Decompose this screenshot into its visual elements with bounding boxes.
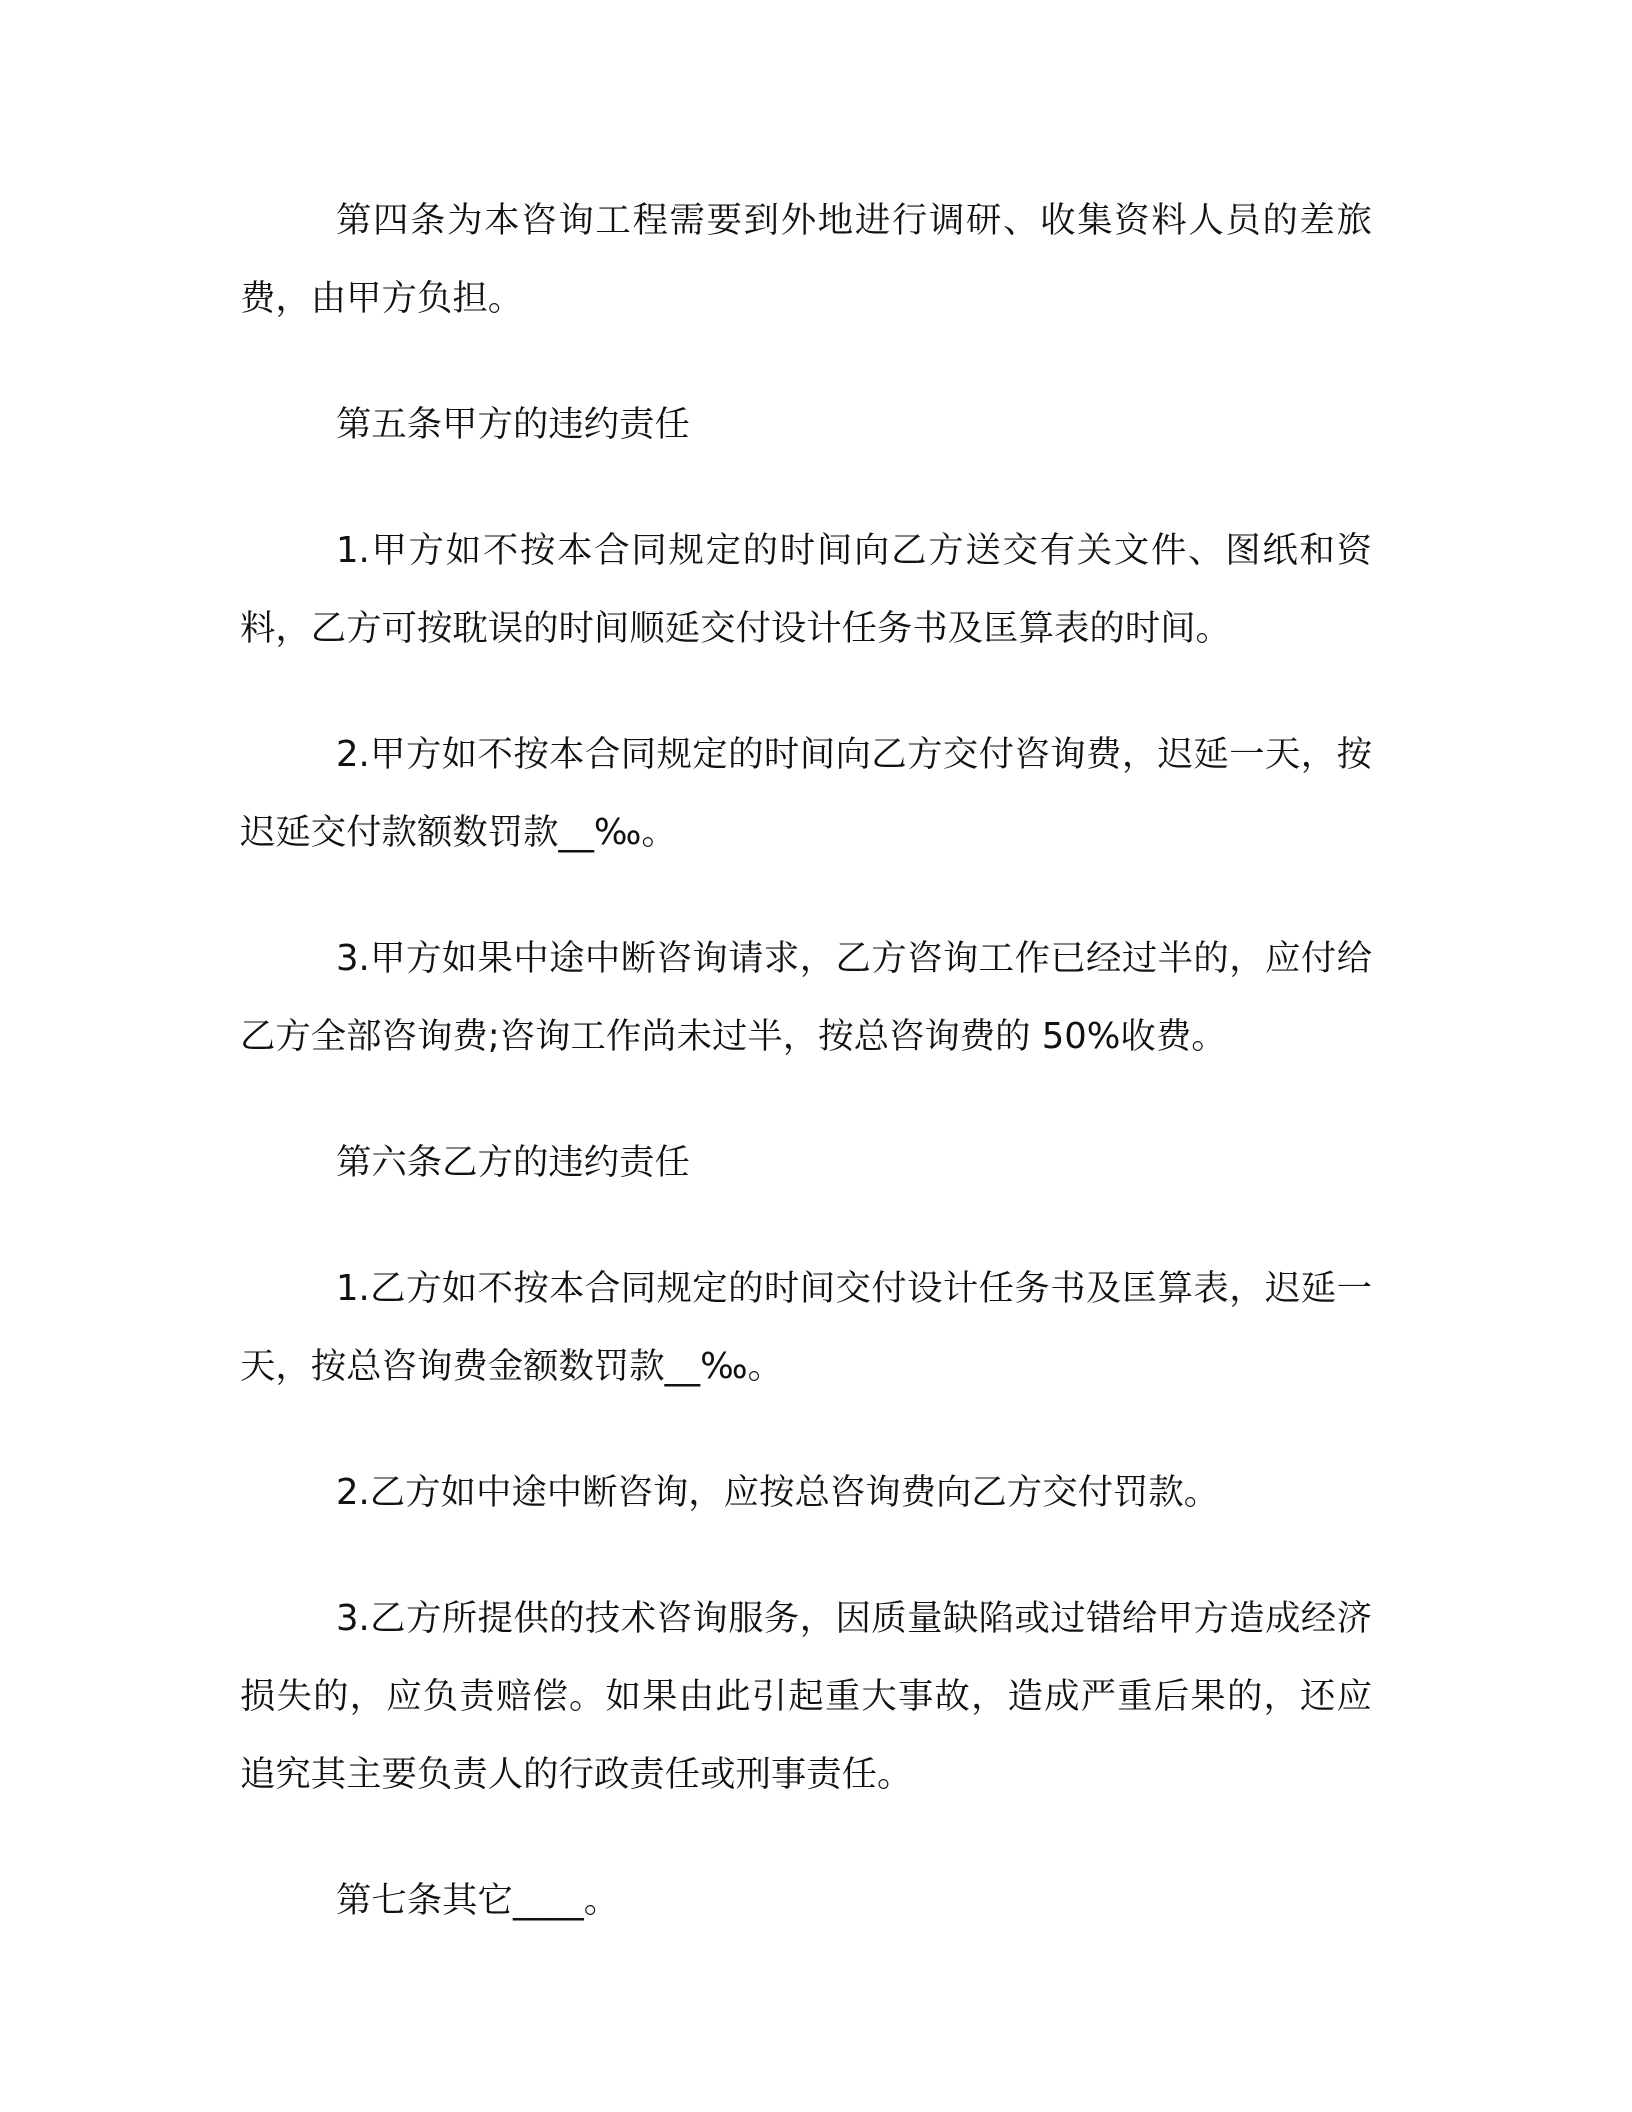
article-6-clause-1: 1.乙方如不按本合同规定的时间交付设计任务书及匡算表，迟延一天，按总咨询费金额数罚款__‰。 xyxy=(240,1268,1372,1387)
article-6-heading: 第六条乙方的违约责任 xyxy=(336,1142,690,1183)
article-5-clause-1: 1.甲方如不按本合同规定的时间向乙方送交有关文件、图纸和资料，乙方可按耽误的时间顺延交付设计任务书及匡算表的时间。 xyxy=(240,530,1372,649)
article-4-travel-expenses: 第四条为本咨询工程需要到外地进行调研、收集资料人员的差旅费，由甲方负担。 xyxy=(240,200,1372,319)
article-6-clause-3: 3.乙方所提供的技术咨询服务，因质量缺陷或过错给甲方造成经济损失的，应负责赔偿。如果由此引起重大事故，造成严重后果的，还应追究其主要负责人的行政责任或刑事责任。 xyxy=(240,1598,1372,1795)
article-5-clause-3: 3.甲方如果中途中断咨询请求，乙方咨询工作已经过半的，应付给乙方全部咨询费;咨询工作尚未过半，按总咨询费的 50%收费。 xyxy=(240,938,1372,1057)
article-7-other: 第七条其它____。 xyxy=(336,1880,620,1921)
article-6-clause-2: 2.乙方如中途中断咨询，应按总咨询费向乙方交付罚款。 xyxy=(336,1472,1220,1513)
article-5-heading: 第五条甲方的违约责任 xyxy=(336,404,690,445)
article-5-clause-2: 2.甲方如不按本合同规定的时间向乙方交付咨询费，迟延一天，按迟延交付款额数罚款__‰。 xyxy=(240,734,1372,853)
document-body xyxy=(240,182,1372,1940)
